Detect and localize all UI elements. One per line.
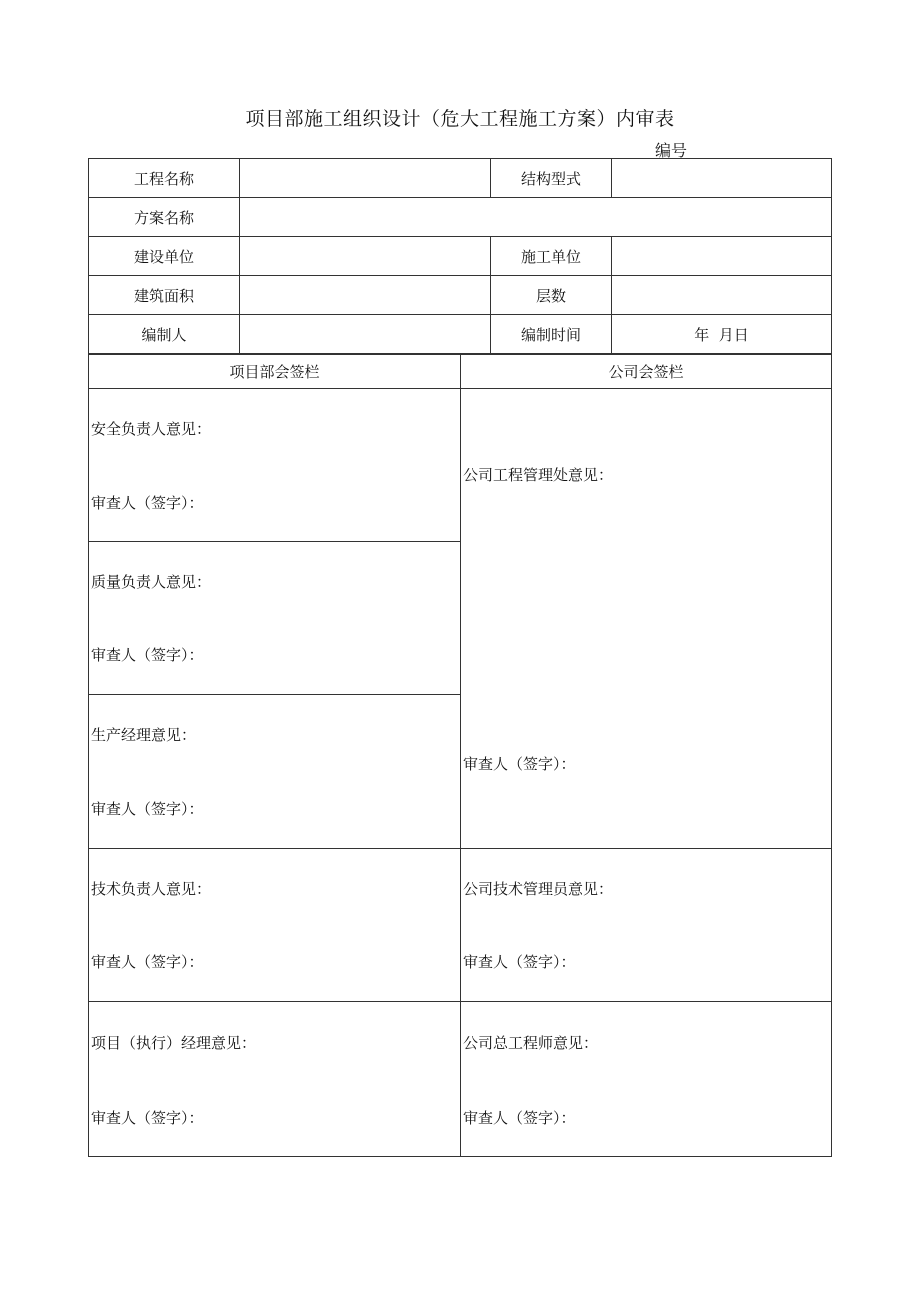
production-manager-opinion-label: 生产经理意见： xyxy=(91,726,197,744)
table-row xyxy=(89,276,832,315)
production-manager-opinion-cell[interactable] xyxy=(89,695,461,849)
reviewer-signature-label: 审查人（签字）： xyxy=(463,755,576,773)
table-row xyxy=(89,389,832,542)
project-name-field[interactable] xyxy=(240,159,491,198)
serial-number-label: 编号 xyxy=(655,141,688,160)
author-label: 编制人 xyxy=(89,315,240,354)
building-area-label: 建筑面积 xyxy=(89,276,240,315)
project-manager-opinion-cell[interactable] xyxy=(89,1002,461,1157)
table-row xyxy=(89,198,832,237)
safety-opinion-cell[interactable] xyxy=(89,389,461,542)
company-signoff-header: 公司会签栏 xyxy=(461,355,832,389)
structure-type-label: 结构型式 xyxy=(491,159,612,198)
contractor-unit-label: 施工单位 xyxy=(491,237,612,276)
reviewer-signature-label: 审查人（签字）： xyxy=(91,953,204,971)
table-row xyxy=(89,355,832,389)
reviewer-signature-label: 审查人（签字）： xyxy=(463,1109,576,1127)
table-row xyxy=(89,315,832,354)
chief-engineer-opinion-label: 公司总工程师意见： xyxy=(463,1034,599,1052)
company-engineering-opinion-cell[interactable] xyxy=(461,389,832,849)
tech-lead-opinion-cell[interactable] xyxy=(89,849,461,1002)
reviewer-signature-label: 审查人（签字）： xyxy=(91,800,204,818)
reviewer-signature-label: 审查人（签字）： xyxy=(91,494,204,512)
project-name-label: 工程名称 xyxy=(89,159,240,198)
tech-lead-opinion-label: 技术负责人意见： xyxy=(91,880,212,898)
signoff-table xyxy=(88,354,832,1157)
contractor-unit-field[interactable] xyxy=(612,237,832,276)
company-tech-opinion-label: 公司技术管理员意见： xyxy=(463,880,614,898)
owner-unit-label: 建设单位 xyxy=(89,237,240,276)
company-engineering-opinion-label: 公司工程管理处意见： xyxy=(463,466,614,484)
plan-name-label: 方案名称 xyxy=(89,198,240,237)
prepared-date-label: 编制时间 xyxy=(491,315,612,354)
prepared-date-field[interactable]: 年 月日 xyxy=(612,315,832,354)
table-row xyxy=(89,849,832,1002)
plan-name-field[interactable] xyxy=(240,198,832,237)
page-title: 项目部施工组织设计（危大工程施工方案）内审表 xyxy=(245,108,675,130)
building-area-field[interactable] xyxy=(240,276,491,315)
floors-field[interactable] xyxy=(612,276,832,315)
company-tech-opinion-cell[interactable] xyxy=(461,849,832,1002)
floors-label: 层数 xyxy=(491,276,612,315)
project-manager-opinion-label: 项目（执行）经理意见： xyxy=(91,1034,257,1052)
quality-opinion-label: 质量负责人意见： xyxy=(91,573,212,591)
owner-unit-field[interactable] xyxy=(240,237,491,276)
table-row xyxy=(89,1002,832,1157)
reviewer-signature-label: 审查人（签字）： xyxy=(91,1109,204,1127)
table-row xyxy=(89,237,832,276)
table-row xyxy=(89,159,832,198)
project-info-table xyxy=(88,158,832,354)
safety-opinion-label: 安全负责人意见： xyxy=(91,420,212,438)
reviewer-signature-label: 审查人（签字）： xyxy=(463,953,576,971)
author-field[interactable] xyxy=(240,315,491,354)
chief-engineer-opinion-cell[interactable] xyxy=(461,1002,832,1157)
project-signoff-header: 项目部会签栏 xyxy=(89,355,461,389)
structure-type-field[interactable] xyxy=(612,159,832,198)
reviewer-signature-label: 审查人（签字）： xyxy=(91,646,204,664)
quality-opinion-cell[interactable] xyxy=(89,542,461,695)
